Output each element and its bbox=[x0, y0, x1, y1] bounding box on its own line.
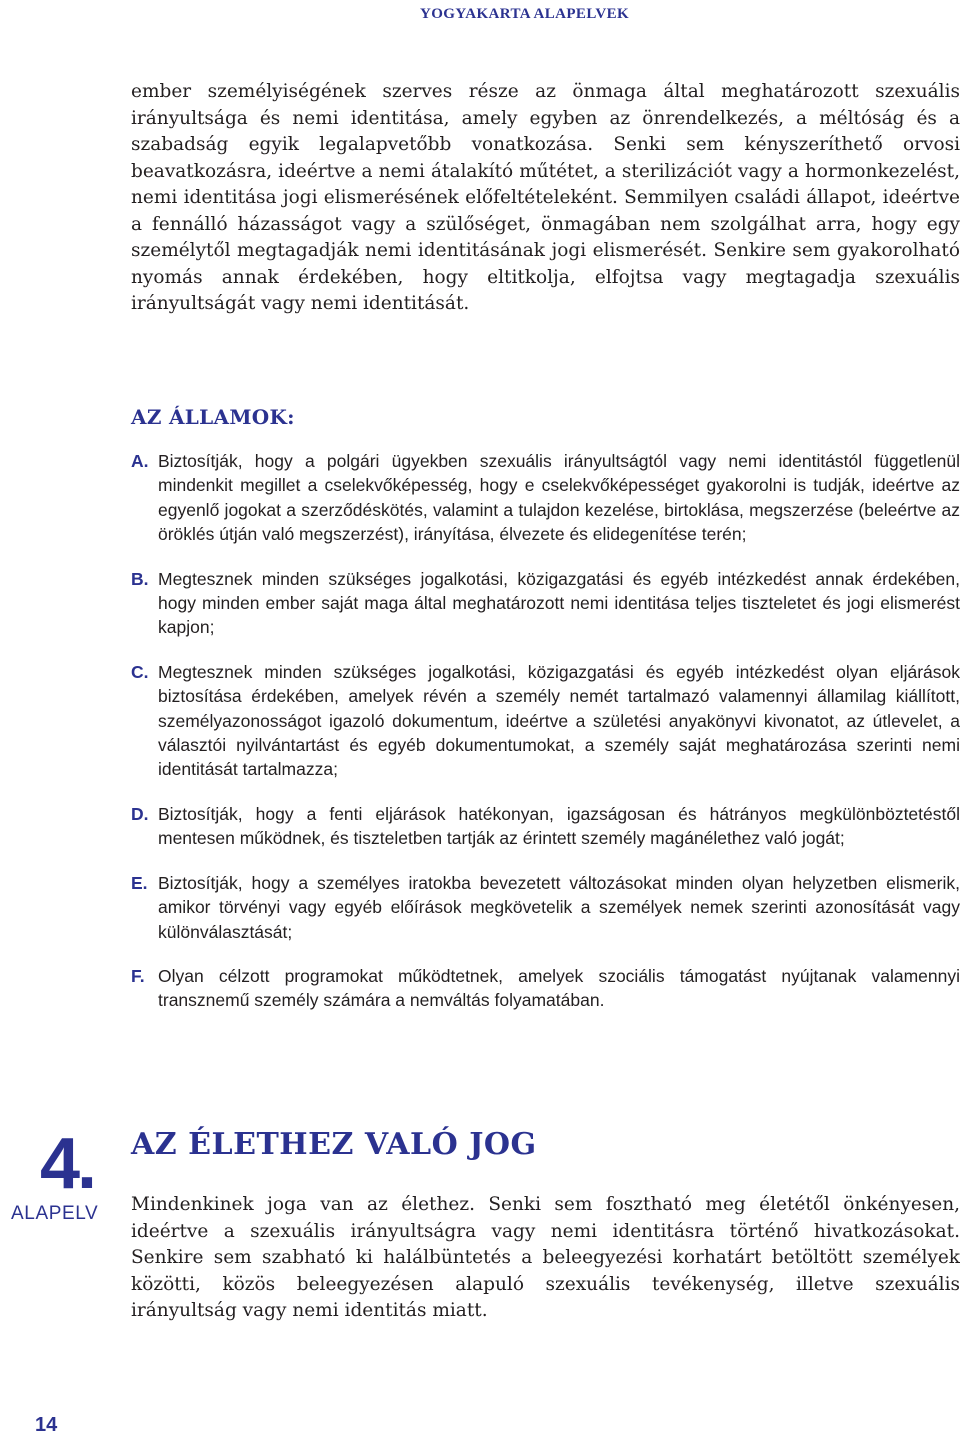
item-letter: E. bbox=[131, 872, 148, 893]
list-item bbox=[131, 802, 960, 851]
intro-paragraph: ember személyiségének szerves része az önmaga által meghatározott szexuális irányultsága és nemi identitása, amely egyben az önrendelkezés, a méltóság és a szabadság egyik legalapvetőbb vonatkozása. Senki sem kényszeríthető orvosi beavatkozásra, ideértve a nemi átalakító műtétet, a sterilizációt vagy a hormonkezelést, nemi identitása jogi elismerésének előfeltételeként. Semmilyen családi állapot, ideértve a fennálló házasságot vagy a szülőséget, önmagában nem szolgálhat arra, hogy egy személytől megtagadják nemi identitásának jogi elismerését. Senkire sem gyakorolható nyomás annak érdekében, hogy eltitkolja, elfojtsa vagy megtagadja szexuális irányultságát vagy nemi identitását. bbox=[131, 81, 960, 314]
list-item bbox=[131, 660, 960, 782]
item-letter: B. bbox=[131, 568, 149, 589]
list-item bbox=[131, 449, 960, 547]
item-letter: A. bbox=[131, 451, 149, 471]
item-text: Megtesznek minden szükséges jogalkotási, közigazgatási és egyéb intézkedést olyan eljárások biztosítása érdekében, amelyek révén a személy nemét tartalmazó valamennyi államilag kiállított, személyazonosságot igazoló dokumentum, ideértve a születési anyakönyvi kivonatot, az útlevelet, a választói nyilvántartást és egyéb dokumentumokat, a személy saját meghatározása szerinti nemi identitását tartalmazza; bbox=[158, 661, 960, 780]
list-item bbox=[131, 964, 960, 1013]
principle-title: AZ ÉLETHEZ VALÓ JOG bbox=[131, 1127, 537, 1162]
states-list bbox=[131, 449, 960, 1033]
principle-label: ALAPELV bbox=[11, 1203, 99, 1224]
item-letter: F. bbox=[131, 965, 145, 986]
page-number: 14 bbox=[35, 1414, 58, 1436]
item-text: Megtesznek minden szükséges jogalkotási, közigazgatási és egyéb intézkedést annak érdekében, hogy minden ember saját maga által meghatározott nemi identitása teljes tiszteletet és jogi elismerést kapjon; bbox=[158, 568, 960, 638]
principle-number: 4. bbox=[40, 1124, 95, 1204]
item-text: Olyan célzott programokat működtetnek, amelyek szociális támogatást nyújtanak valamennyi transznemű személy számára a nemváltás folyamatában. bbox=[158, 965, 960, 1011]
item-letter: D. bbox=[131, 803, 149, 824]
item-text: Biztosítják, hogy a fenti eljárások hatékonyan, igazságosan és hátrányos megkülönböztetéstől mentesen működnek, és tiszteletben tartják az érintett személy magánélethez való jogát; bbox=[158, 803, 960, 849]
item-text: Biztosítják, hogy a személyes iratokba bevezetett változásokat minden olyan helyzetben elismerik, amikor törvényi vagy egyéb előírások megkövetelik a személyek nemek szerinti azonosítását vagy különválasztását; bbox=[158, 872, 960, 942]
item-letter: C. bbox=[131, 661, 149, 682]
principle-paragraph: Mindenkinek joga van az élethez. Senki sem fosztható meg életétől önkényesen, ideértve a szexuális irányultságra vagy nemi identitásra történő hivatkozásokat. Senkire sem szabható ki halálbüntetés a beleegyezési korhatárt betöltött személyek közötti, közös beleegyezésen alapuló szexuális tevékenység, illetve szexuális irányultság vagy nemi identitás miatt. bbox=[131, 1194, 960, 1321]
states-heading: AZ ÁLLAMOK: bbox=[131, 405, 295, 429]
item-text: Biztosítják, hogy a polgári ügyekben szexuális irányultságtól vagy nemi identitástól függetlenül mindenkit megillet a cselekvőképesség, hogy e cselekvőképességet gyakorolni is tudják, ideértve az egyenlő jogokat a szerződéskötés, valamint a tulajdon kezelése, birtoklása, megszerzése (beleértve az öröklés útján való megszerzést), irányítása, élvezete és elidegenítése terén; bbox=[158, 451, 960, 545]
running-header: YOGYAKARTA ALAPELVEK bbox=[420, 6, 630, 22]
list-item bbox=[131, 567, 960, 640]
list-item bbox=[131, 871, 960, 944]
